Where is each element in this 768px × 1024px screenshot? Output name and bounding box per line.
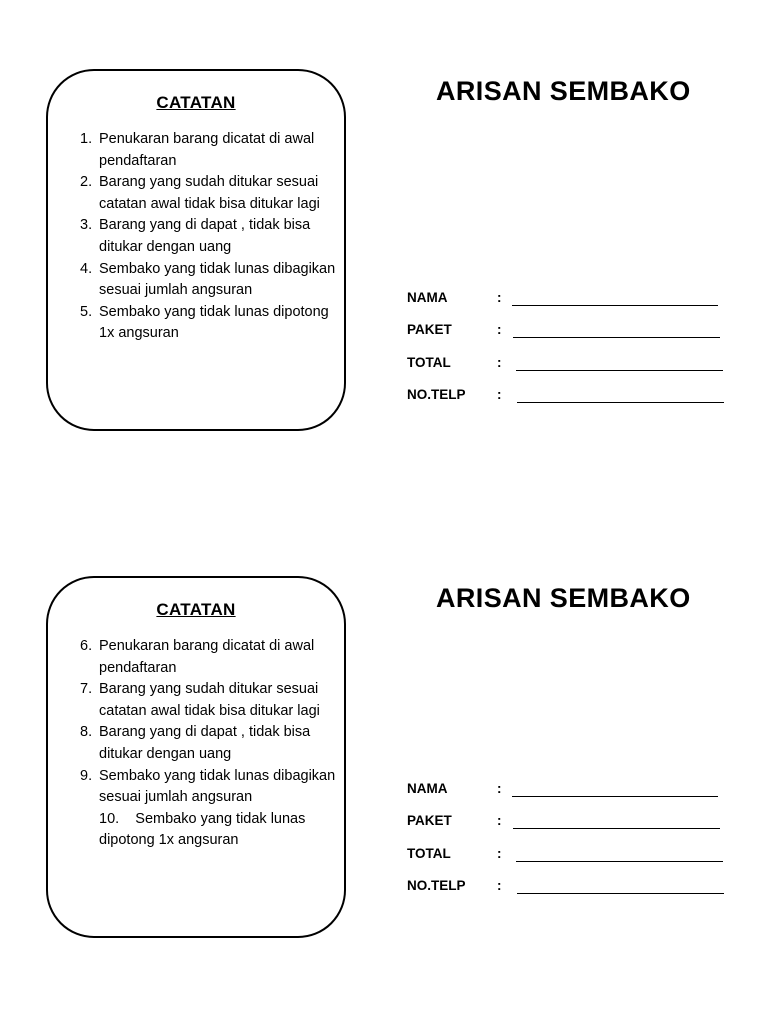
field-colon: : xyxy=(497,878,502,893)
list-item xyxy=(80,172,336,215)
list-text: Sembako yang tidak lunas dipotong 1x angsuran xyxy=(99,810,306,849)
field-label: NAMA xyxy=(407,781,448,796)
list-number: 1. xyxy=(80,131,93,147)
arisan-card-2 xyxy=(0,507,768,1007)
list-number: 7. xyxy=(80,681,93,698)
paket-field[interactable] xyxy=(407,322,737,342)
notelp-field[interactable] xyxy=(407,387,737,407)
paket-blank-line[interactable] xyxy=(513,337,720,338)
list-item xyxy=(80,636,336,679)
list-item xyxy=(80,302,336,345)
list-text: Barang yang di dapat , tidak bisa ditukar dengan uang xyxy=(99,217,311,255)
field-label: NO.TELP xyxy=(407,387,466,402)
list-text: Barang yang sudah ditukar sesuai catatan awal tidak bisa ditukar lagi xyxy=(99,681,320,719)
paket-field[interactable] xyxy=(407,813,737,833)
list-item xyxy=(80,679,336,722)
total-blank-line[interactable] xyxy=(516,370,723,371)
list-text: Barang yang sudah ditukar sesuai catatan awal tidak bisa ditukar lagi xyxy=(99,174,320,212)
field-label: TOTAL xyxy=(407,846,451,861)
field-colon: : xyxy=(497,846,502,861)
list-number: 3. xyxy=(80,217,93,234)
list-text: Penukaran barang dicatat di awal pendaftaran xyxy=(99,638,315,676)
list-item xyxy=(80,722,336,765)
list-text: Sembako yang tidak lunas dibagikan sesuai jumlah angsuran xyxy=(99,767,336,806)
list-number: 4. xyxy=(80,260,93,277)
notes-box xyxy=(46,69,346,431)
field-colon: : xyxy=(497,355,502,370)
field-label: PAKET xyxy=(407,322,452,337)
nama-blank-line[interactable] xyxy=(512,796,718,797)
list-text: Sembako yang tidak lunas dibagikan sesuai jumlah angsuran xyxy=(99,260,336,299)
field-colon: : xyxy=(497,813,502,828)
nama-field[interactable] xyxy=(407,781,737,801)
notes-title: CATATAN xyxy=(156,600,236,619)
notelp-blank-line[interactable] xyxy=(517,402,724,403)
notes-box xyxy=(46,576,346,938)
notelp-blank-line[interactable] xyxy=(517,893,724,894)
field-colon: : xyxy=(497,290,502,305)
list-number: 2. xyxy=(80,174,93,191)
field-colon: : xyxy=(497,322,502,337)
field-label: PAKET xyxy=(407,813,452,828)
notes-list xyxy=(80,129,336,345)
list-item xyxy=(80,259,336,302)
list-item xyxy=(80,129,336,172)
list-number: 5. xyxy=(80,303,93,320)
card-title: ARISAN SEMBAKO xyxy=(436,583,691,613)
list-text: Sembako yang tidak lunas dipotong 1x angsuran xyxy=(99,303,329,342)
field-colon: : xyxy=(497,387,502,402)
field-label: NO.TELP xyxy=(407,878,466,893)
card-title: ARISAN SEMBAKO xyxy=(436,76,691,106)
notelp-field[interactable] xyxy=(407,878,737,898)
field-colon: : xyxy=(497,781,502,796)
total-field[interactable] xyxy=(407,355,737,375)
field-label: NAMA xyxy=(407,290,448,305)
list-number: 9. xyxy=(80,767,93,784)
nama-blank-line[interactable] xyxy=(512,305,718,306)
list-item xyxy=(80,766,336,809)
nama-field[interactable] xyxy=(407,290,737,310)
total-field[interactable] xyxy=(407,846,737,866)
list-text: Barang yang di dapat , tidak bisa ditukar dengan uang xyxy=(99,724,311,762)
field-label: TOTAL xyxy=(407,355,451,370)
list-item xyxy=(80,809,336,852)
list-number: 6. xyxy=(80,638,93,654)
list-item xyxy=(80,215,336,258)
notes-list xyxy=(80,636,336,852)
list-number: 8. xyxy=(80,724,93,741)
total-blank-line[interactable] xyxy=(516,861,723,862)
paket-blank-line[interactable] xyxy=(513,828,720,829)
list-text: Penukaran barang dicatat di awal pendaftaran xyxy=(99,131,315,169)
notes-title: CATATAN xyxy=(156,93,236,112)
arisan-card-1 xyxy=(0,0,768,500)
list-number: 10. xyxy=(99,810,120,827)
